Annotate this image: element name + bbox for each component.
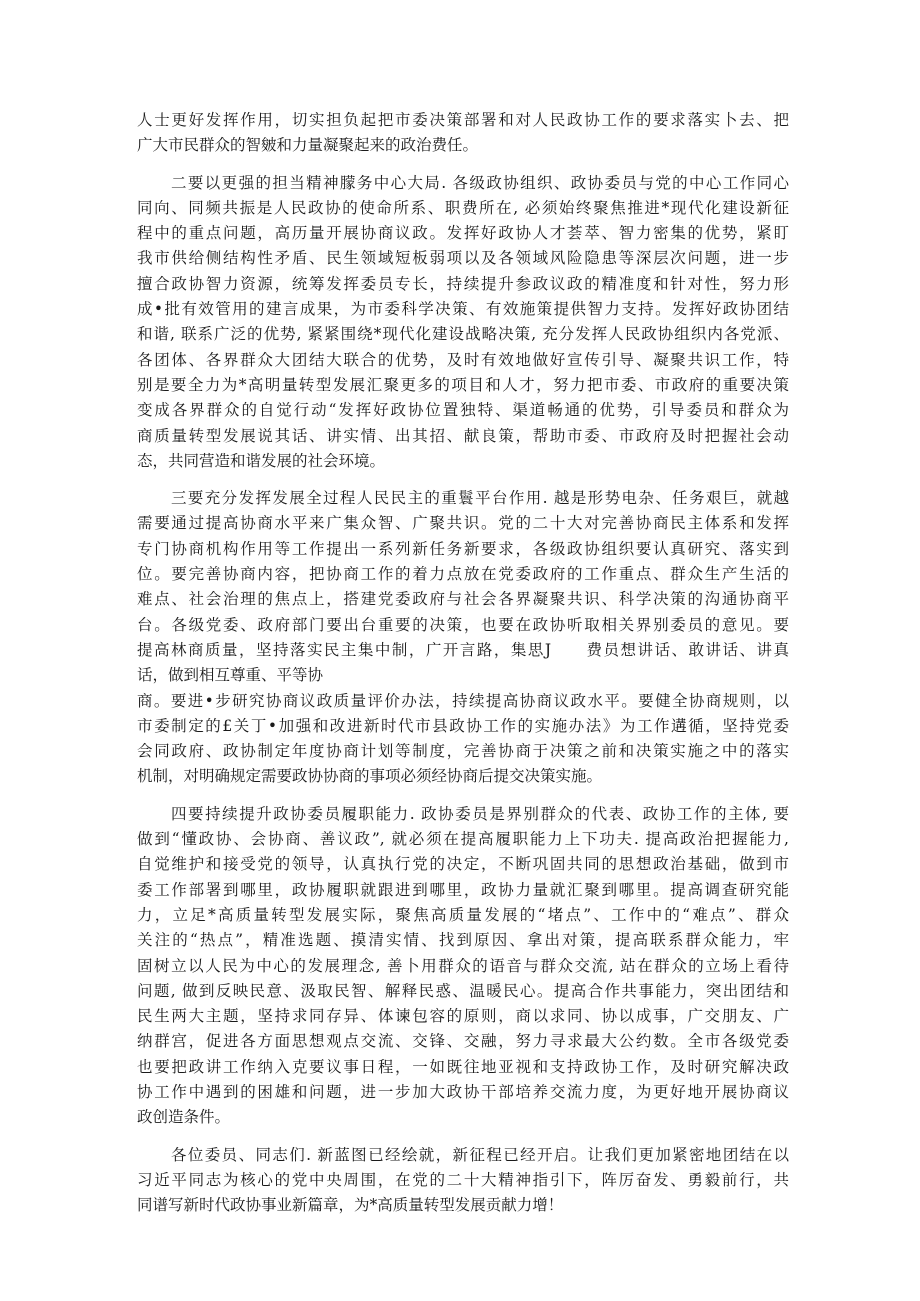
text-line: 广大市民群众的智皴和力量凝聚起来的政治费任。 [137, 136, 479, 155]
text-line: 协工作中遇到的困雄和问题，进一步加大政协干部培养交流力度，为更好地开展协商议 [137, 1082, 789, 1101]
text-line: 机制，对明确规定需要政协协商的事项必须经协商后提交决策实施。 [137, 767, 603, 786]
text-line: 关注的“热点”，精准选题、摸清实情、找到原因、拿出对策，提高联系群众能力，牢 [137, 931, 789, 950]
text-line: 也要把政讲工作纳入克要议事日程，一如既往地亚视和支持政协工作，及时研究解决政 [137, 1057, 789, 1076]
document-page [137, 108, 789, 1230]
text-line: 力，立足*高质量转型发展实际，聚焦高质量发展的“堵点”、工作中的“难点”、群众 [137, 905, 789, 924]
text-line: 提高林商质量，坚持落实民主集中制，广开言路，集思J 费员想讲话、敢讲话、讲真 [137, 640, 789, 659]
text-line: 位。要完善协商内容，把协商工作的着力点放在党委政府的工作重点、群众生产生活的 [137, 565, 789, 584]
paragraph-point-three [137, 486, 789, 790]
paragraph-continuation [137, 108, 789, 159]
text-line: 各位委员、同志们. 新蓝图已经绘就，新征程已经开启。让我们更加紧密地团结在以 [171, 1145, 789, 1164]
text-line: 别是要全力为*高明量转型发展汇聚更多的项目和人才，努力把市委、市政府的重要决策 [137, 375, 789, 394]
text-line: 需要通过提高协商水平来广集众智、广聚共识。党的二十大对完善协商民主体系和发挥 [137, 514, 789, 533]
text-line: 专门协商机构作用等工作提出一系列新任务新要求，各级政协组织要认真研究、落实到 [137, 539, 789, 558]
text-line: 商质量转型发展说其话、讲实情、出其招、献良策，帮助市委、市政府及时把握社会动 [137, 426, 789, 445]
text-line: 态，共同营造和谐发展的社会环境。 [137, 451, 386, 470]
text-line: 会同政府、政协制定年度协商计划等制度，完善协商于决策之前和决策实施之中的落实 [137, 742, 789, 761]
text-line: 同谱写新时代政协事业新篇章，为*高质量转型发展贡献力增！ [137, 1196, 564, 1215]
text-line: 成•批有效管用的建言成果，为市委科学决策、有效施策提供智力支持。发挥好政协团结 [137, 300, 789, 319]
text-line: 难点、社会治理的焦点上，搭建党委政府与社会各界凝聚共识、科学决策的沟通协商平 [137, 590, 789, 609]
text-line: 话，做到相互尊重、平等协 [137, 666, 324, 685]
text-line: 三要充分发挥发展全过程人民民主的重鬟平台作用. 越是形势电杂、任务艰巨，就越 [171, 489, 789, 508]
text-line: 台。各级党委、政府部门要出台重要的决策，也要在政协听取相关界别委员的意见。要 [137, 615, 789, 634]
text-line: 擅合政协智力资源，统筹发挥委员专长，持续提升参政议政的精准度和针对性，努力形 [137, 274, 789, 293]
paragraph-closing [137, 1143, 789, 1219]
text-line: 纳群宫，促进各方面思想观点交流、交锋、交融，努力寻求最大公约数。全市各级党委 [137, 1032, 789, 1051]
text-line: 四要持续提升政协委员履职能力. 政协委员是界别群众的代表、政协工作的主体, 要 [171, 804, 789, 823]
text-line: 自觉维护和接受党的领导，认真执行党的决定，不断巩固共同的思想政治基础，做到市 [137, 855, 789, 874]
paragraph-point-two [137, 171, 789, 475]
text-line: 民生两大主题，坚持求同存异、体谏包容的原则，商以求同、协以成事，广交朋友、广 [137, 1007, 789, 1026]
text-line: 委工作部署到哪里，政协履职就跟进到哪里，政协力量就汇聚到哪里。提高调查研究能 [137, 880, 789, 899]
text-line: 人士更好发挥作用，切实担负起把市委决策部署和对人民政协工作的要求落实卜去、把 [137, 111, 789, 129]
text-line: 政创造条件。 [137, 1108, 231, 1127]
text-line: 做到“懂政协、会协商、善议政”, 就必须在提高履职能力上下功夫. 提高政治把握能力, [137, 830, 789, 849]
text-line: 同向、同频共振是人民政协的使命所系、职费所在, 必须始终聚焦推进*现代化建设新征 [137, 198, 789, 217]
text-line: 商。要进•步研究协商议政质量评价办法，持续提高协商议政水平。要健全协商规则，以 [137, 691, 789, 710]
text-line: 二要以更强的担当精神朦务中心大局. 各级政协组织、政协委员与党的中心工作同心 [171, 173, 789, 192]
text-line: 习近平同志为核心的党中央周围，在党的二十大精神指引下，阵厉奋发、勇毅前行，共 [137, 1170, 789, 1189]
text-line: 我市供给侧结构性矛盾、民生领域短板弱项以及各领域风险隐患等深层次问题，进一步 [137, 249, 789, 268]
text-line: 程中的重点问题，高历量开展协商议政。发挥好政协人才荟萃、智力密集的优势，紧盯 [137, 224, 789, 243]
text-line: 各团体、各界群众大团结大联合的优势，及时有效地做好宣传引导、凝聚共识工作，特 [137, 350, 789, 369]
text-line: 变成各界群众的自觉行动“发挥好政协位置独特、渠道畅通的优势，引导委员和群众为 [137, 401, 789, 420]
text-line: 市委制定的£关丁•加强和改进新时代市县政协工作的实施办法》为工作遘循，坚持党委 [137, 716, 789, 735]
text-line: 问题, 做到反映民意、汲取民智、解释民惑、温暖民心。提高合作共事能力，突出团结和 [137, 981, 789, 1000]
text-line: 和谐, 联系广泛的优势, 紧紧围绕*现代化建设战略决策, 充分发挥人民政协组织内各党派、 [137, 325, 789, 344]
paragraph-point-four [137, 802, 789, 1131]
text-line: 固树立以人民为中心的发展理念, 善卜用群众的语音与群众交流, 站在群众的立场上看待 [137, 956, 789, 975]
